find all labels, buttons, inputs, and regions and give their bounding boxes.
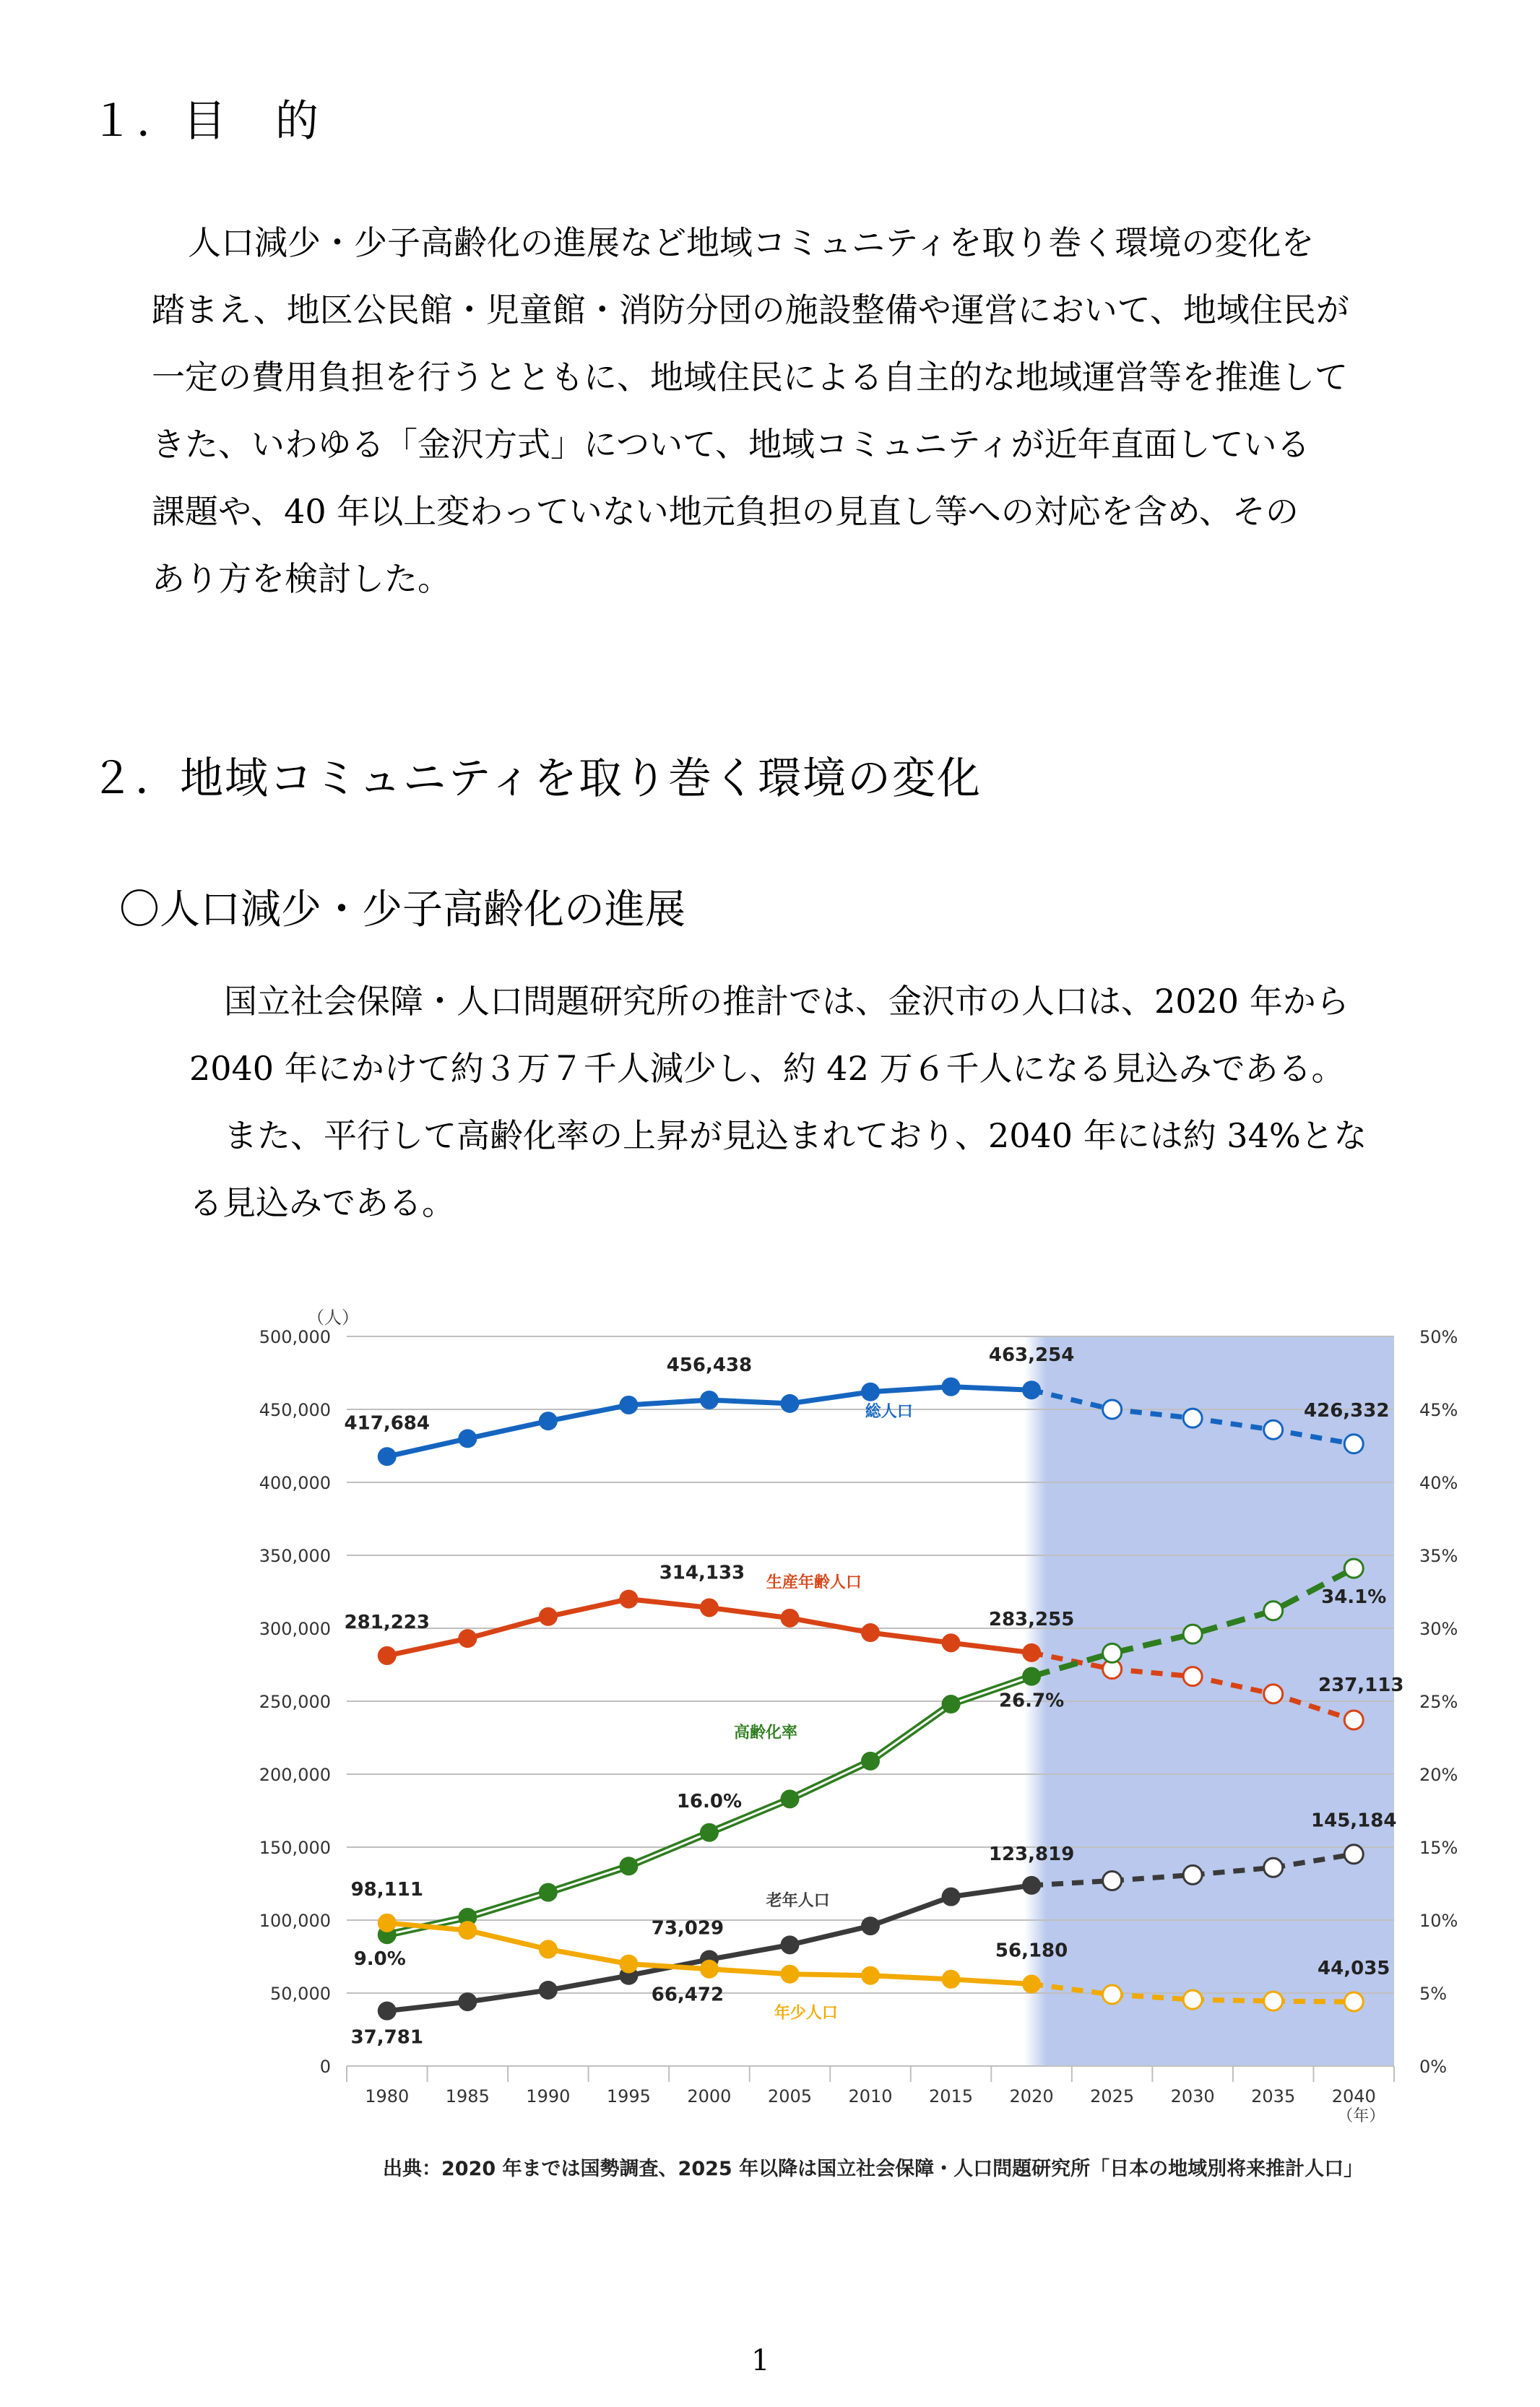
y-right-tick-label: 30%	[1419, 1619, 1458, 1639]
data-point	[942, 1633, 961, 1652]
section1-line: きた、いわゆる「金沢方式」について、地域コミュニティが近年直面している	[152, 425, 1310, 464]
x-tick-label: 2000	[687, 2086, 732, 2106]
data-point	[700, 1960, 719, 1979]
series-name-label: 総人口	[865, 1403, 913, 1422]
data-label: 56,180	[995, 1940, 1068, 1962]
y-right-tick-label: 20%	[1419, 1765, 1458, 1785]
data-point	[1264, 1685, 1283, 1703]
y-right-tick-label: 35%	[1419, 1546, 1458, 1566]
data-point	[539, 1607, 558, 1626]
data-point	[780, 1394, 799, 1413]
population-chart	[238, 1293, 1466, 2124]
y-left-tick-label: 450,000	[259, 1400, 331, 1420]
data-point	[619, 1857, 638, 1875]
data-point	[619, 1955, 638, 1974]
data-point	[861, 1623, 880, 1642]
data-point	[1264, 1420, 1283, 1439]
y-left-tick-label: 500,000	[259, 1327, 331, 1347]
data-point	[1344, 1435, 1363, 1453]
x-tick-label: 2010	[848, 2086, 893, 2106]
data-point	[942, 1970, 961, 1989]
data-label: 44,035	[1318, 1958, 1390, 1980]
data-label: 123,819	[988, 1843, 1075, 1865]
data-point	[1022, 1667, 1041, 1686]
data-label: 73,029	[651, 1917, 724, 1940]
section2-line: 2040 年にかけて約３万７千人減少し、約 42 万６千人になる見込みである。	[189, 1049, 1345, 1088]
y-right-tick-label: 25%	[1419, 1692, 1458, 1712]
data-label: 9.0%	[353, 1948, 406, 1971]
data-point	[1022, 1975, 1041, 1994]
data-point	[861, 1966, 880, 1985]
data-label: 281,223	[344, 1611, 430, 1633]
x-tick-label: 2040	[1331, 2086, 1376, 2106]
y-left-tick-label: 350,000	[259, 1546, 331, 1566]
y-right-tick-label: 15%	[1419, 1838, 1458, 1858]
chart-source: 出典：2020 年までは国勢調査、2025 年以降は国立社会保障・人口問題研究所「日本の地域別将来推計人口」	[383, 2158, 1364, 2180]
data-point	[458, 1992, 477, 2011]
data-point	[1103, 1400, 1122, 1419]
data-point	[539, 1981, 558, 2000]
data-label: 283,255	[988, 1608, 1075, 1630]
series-name-label: 高齢化率	[733, 1724, 798, 1742]
y-left-tick-label: 50,000	[270, 1984, 331, 2004]
data-point	[619, 1590, 638, 1609]
data-point	[780, 1789, 799, 1808]
y-right-tick-label: 5%	[1419, 1984, 1448, 2004]
data-point	[378, 2002, 397, 2021]
data-point	[861, 1383, 880, 1401]
data-label: 37,781	[350, 2026, 423, 2049]
y-left-tick-label: 300,000	[259, 1619, 331, 1639]
data-label: 417,684	[344, 1412, 430, 1435]
y-right-tick-label: 10%	[1419, 1911, 1458, 1931]
section1-body	[152, 209, 1466, 613]
data-point	[1344, 1845, 1363, 1864]
y-right-tick-label: 0%	[1419, 2057, 1448, 2077]
data-point	[378, 1914, 397, 1932]
data-label: 426,332	[1304, 1399, 1390, 1422]
data-label: 145,184	[1311, 1810, 1397, 1832]
data-point	[1183, 1667, 1202, 1686]
data-point	[1344, 1711, 1363, 1729]
data-point	[861, 1916, 880, 1935]
data-point	[1264, 1858, 1283, 1877]
data-point	[539, 1940, 558, 1958]
x-tick-label: 2020	[1009, 2086, 1054, 2106]
data-point	[1022, 1643, 1041, 1662]
series-name-label: 生産年齢人口	[766, 1573, 862, 1592]
section1-line: 踏まえ、地区公民館・児童館・消防分団の施設整備や運営において、地域住民が	[152, 290, 1349, 329]
data-label: 34.1%	[1321, 1586, 1387, 1609]
y-left-tick-label: 100,000	[259, 1911, 331, 1931]
data-point	[1183, 1409, 1202, 1427]
data-point	[619, 1396, 638, 1414]
data-point	[458, 1921, 477, 1940]
x-tick-label: 1980	[365, 2086, 410, 2106]
data-point	[1103, 1643, 1122, 1662]
data-point	[780, 1609, 799, 1628]
data-label: 98,111	[350, 1878, 423, 1901]
x-tick-label: 1995	[606, 2086, 651, 2106]
data-point	[1344, 1992, 1363, 2011]
data-point	[1103, 1985, 1122, 2004]
series-name-label: 老年人口	[766, 1891, 830, 1910]
x-tick-label: 2015	[928, 2086, 974, 2106]
data-point	[780, 1935, 799, 1954]
y-left-tick-label: 0	[319, 2057, 331, 2077]
y-left-tick-label: 200,000	[259, 1765, 331, 1785]
data-point	[1183, 1990, 1202, 2009]
section2-heading: ２．地域コミュニティを取り巻く環境の変化	[90, 753, 982, 804]
data-point	[700, 1391, 719, 1409]
data-point	[1022, 1380, 1041, 1399]
y-left-tick-label: 400,000	[259, 1473, 331, 1493]
data-point	[458, 1629, 477, 1648]
data-label: 26.7%	[998, 1690, 1065, 1712]
data-label: 16.0%	[676, 1790, 743, 1812]
data-point	[458, 1429, 477, 1448]
data-point	[780, 1965, 799, 1984]
data-label: 237,113	[1318, 1674, 1404, 1697]
section1-line: 課題や、40 年以上変わっていない地元負担の見直し等への対応を含め、その	[152, 492, 1299, 531]
data-label: 456,438	[666, 1354, 753, 1376]
page-number: 1	[751, 2344, 770, 2377]
section2-body	[189, 968, 1504, 1237]
data-point	[942, 1378, 961, 1396]
data-point	[861, 1752, 880, 1771]
data-point	[539, 1412, 558, 1430]
y-left-unit: （人）	[307, 1308, 359, 1328]
data-point	[1022, 1876, 1041, 1895]
section1-line: 一定の費用負担を行うとともに、地域住民による自主的な地域運営等を推進して	[152, 358, 1348, 397]
data-label: 463,254	[988, 1344, 1075, 1367]
data-point	[1183, 1865, 1202, 1884]
section1-line: 人口減少・少子高齢化の進展など地域コミュニティを取り巻く環境の変化を	[188, 223, 1315, 262]
data-point	[942, 1695, 961, 1714]
x-tick-label: 2030	[1170, 2086, 1215, 2106]
series-name-label: 年少人口	[774, 2004, 838, 2023]
section2-line: る見込みである。	[189, 1183, 455, 1222]
data-point	[378, 1646, 397, 1665]
data-label: 66,472	[651, 1984, 724, 2006]
section2-line: 国立社会保障・人口問題研究所の推計では、金沢市の人口は、2020 年から	[224, 982, 1349, 1021]
section1-heading: １．目 的	[90, 96, 321, 147]
data-point	[539, 1883, 558, 1902]
data-point	[700, 1823, 719, 1842]
data-point	[1264, 1602, 1283, 1620]
y-left-tick-label: 150,000	[259, 1838, 331, 1858]
data-point	[1344, 1559, 1363, 1578]
y-right-tick-label: 45%	[1419, 1400, 1458, 1420]
y-left-tick-label: 250,000	[259, 1692, 331, 1712]
section2-subheading: 〇人口減少・少子高齢化の進展	[119, 886, 685, 933]
x-tick-label: 1990	[526, 2086, 571, 2106]
data-point	[1264, 1992, 1283, 2010]
data-point	[942, 1888, 961, 1906]
y-right-tick-label: 50%	[1419, 1327, 1458, 1347]
x-unit: （年）	[1337, 2107, 1385, 2124]
data-label: 314,133	[659, 1562, 745, 1584]
data-point	[700, 1598, 719, 1617]
section2-line: また、平行して高齢化率の上昇が見込まれており、2040 年には約 34%とな	[224, 1116, 1367, 1155]
section1-line: あり方を検討した。	[152, 559, 451, 598]
data-point	[378, 1447, 397, 1466]
x-tick-label: 2005	[767, 2086, 813, 2106]
x-tick-label: 1985	[445, 2086, 490, 2106]
x-tick-label: 2035	[1251, 2086, 1296, 2106]
y-right-tick-label: 40%	[1419, 1473, 1458, 1493]
x-tick-label: 2025	[1090, 2086, 1135, 2106]
data-point	[1183, 1625, 1202, 1643]
data-point	[1103, 1871, 1122, 1890]
